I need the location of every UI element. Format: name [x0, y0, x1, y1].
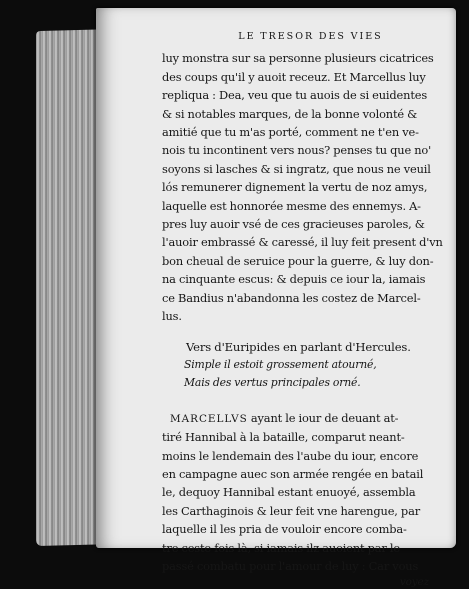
- paragraph-2-first-line: [162, 409, 457, 428]
- verse-heading: Vers d'Euripides en parlant d'Hercules.: [186, 339, 411, 354]
- text-line: ce Bandius n'abandonna les costez de Marcel-: [162, 290, 421, 305]
- text-line: laquelle il les pria de vouloir encore comba-: [162, 522, 407, 537]
- text-line: luy monstra sur sa personne plusieurs cicatrices: [162, 51, 434, 66]
- text-line: tiré Hannibal à la bataille, comparut neant-: [162, 430, 405, 445]
- text-line: nois tu incontinent vers nous? penses tu que no': [162, 143, 432, 158]
- paragraph-2-lead-word: MARCELLVS: [170, 412, 248, 425]
- text-line: amitié que tu m'as porté, comment ne t'en ve-: [162, 125, 419, 140]
- text-line: repliqua : Dea, veu que tu auois de si euidentes: [162, 88, 428, 103]
- page-text: [162, 28, 457, 589]
- text-line: moins le lendemain des l'aube du iour, encore: [162, 448, 419, 463]
- text-line: pres luy auoir vsé de ces gracieuses paroles, &: [162, 217, 425, 232]
- text-line: Simple il estoit grossement atourné,: [184, 357, 377, 371]
- catchword: voyez: [399, 576, 429, 589]
- text-line: bon cheual de seruice pour la guerre, & luy don-: [162, 253, 434, 268]
- text-line: laquelle est honnorée mesme des ennemys. A-: [162, 198, 421, 213]
- running-header: LE TRESOR DES VIES: [238, 31, 383, 42]
- text-line: & si notables marques, de la bonne volonté &: [162, 106, 418, 121]
- text-line: na cinquante escus: & depuis ce iour la, iamais: [162, 272, 426, 287]
- text-line: passé combatu pour l'amour de luy : Car vous: [162, 558, 419, 573]
- text-line: le, dequoy Hannibal estant enuoyé, assembla: [162, 485, 416, 500]
- text-line: les Carthaginois & leur feit vne harengue, par: [162, 503, 421, 518]
- text-line: en campagne auec son armée rengée en batail: [162, 466, 424, 481]
- text-line: lus.: [162, 309, 182, 324]
- text-line: tre ceste fois là, si iamais ilz auoient par le: [162, 540, 400, 555]
- paragraph-2: [162, 428, 457, 575]
- verse-block: [162, 356, 457, 393]
- text-line: soyons si lasches & si ingratz, que nous ne veuil: [162, 161, 431, 176]
- paragraph-2-first-rest: ayant le iour de deuant at-: [247, 410, 399, 425]
- text-line: Mais des vertus principales orné.: [184, 376, 361, 390]
- text-line: des coups qu'il y auoit receuz. Et Marcellus luy: [162, 69, 426, 84]
- text-line: lós remunerer dignement la vertu de noz amys,: [162, 180, 428, 195]
- text-line: l'auoir embrassé & caressé, il luy feit present d'vn: [162, 235, 443, 250]
- paragraph-1: [162, 49, 457, 325]
